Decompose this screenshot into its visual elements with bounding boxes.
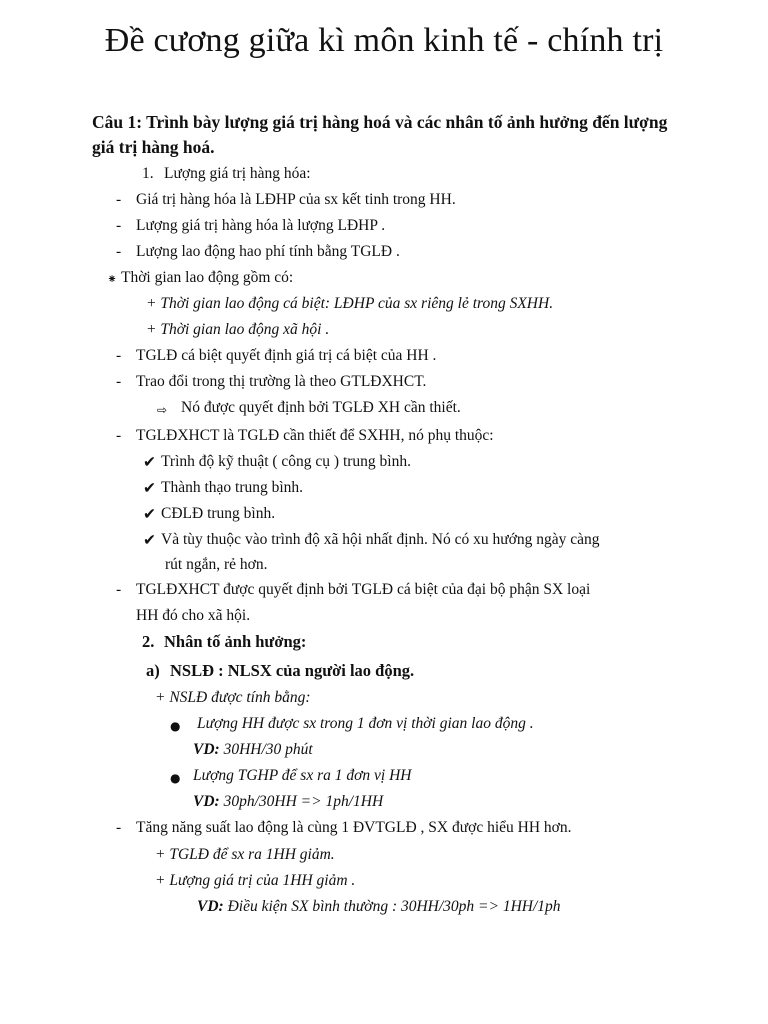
check-item: Trình độ kỹ thuật ( công cụ ) trung bình.: [161, 453, 411, 470]
check-item: Và tùy thuộc vào trình độ xã hội nhất định. Nó có xu hướng ngày càng: [161, 531, 600, 548]
dash-marker: -: [116, 581, 122, 598]
list-item: TGLĐXHCT được quyết định bởi TGLĐ cá biệt của đại bộ phận SX loại: [136, 581, 591, 598]
checkmark-icon: ✔: [143, 531, 156, 549]
example-label: VD:: [197, 898, 224, 915]
list-item: Giá trị hàng hóa là LĐHP của sx kết tinh trong HH.: [136, 191, 456, 208]
plus-item: + Thời gian lao động cá biệt: LĐHP của sx riêng lẻ trong SXHH.: [146, 295, 554, 312]
list-item: TGLĐXHCT là TGLĐ cần thiết để SXHH, nó phụ thuộc:: [136, 427, 494, 444]
check-item-continuation: rút ngắn, rẻ hơn.: [165, 556, 268, 573]
section-1-number: 1.: [142, 165, 154, 182]
checkmark-icon: ✔: [143, 479, 156, 497]
subsection-a-label: a): [146, 661, 160, 680]
example-label: VD:: [193, 793, 220, 810]
question-heading: Câu 1: Trình bày lượng giá trị hàng hoá và các nhân tố ảnh hưởng đến lượng giá trị hàng hoá.: [92, 112, 668, 157]
example-line: [197, 897, 561, 917]
list-item: Trao đổi trong thị trường là theo GTLĐXHCT.: [136, 373, 427, 390]
dash-marker: -: [116, 191, 122, 208]
bullet-item: Lượng HH được sx trong 1 đơn vị thời gian lao động .: [197, 715, 534, 732]
checkmark-icon: ✔: [143, 505, 156, 523]
example-line: [193, 792, 383, 812]
list-item: TGLĐ cá biệt quyết định giá trị cá biệt của HH .: [136, 347, 437, 364]
list-item: Lượng giá trị hàng hóa là lượng LĐHP .: [136, 217, 386, 234]
example-line: [193, 740, 313, 760]
section-2-title: Nhân tố ảnh hưởng:: [164, 632, 307, 651]
asterisk-icon: ⁕: [107, 272, 118, 286]
section-2-number: 2.: [142, 632, 155, 651]
plus-item: + TGLĐ để sx ra 1HH giảm.: [155, 846, 335, 863]
list-item: Tăng năng suất lao động là cùng 1 ĐVTGLĐ , SX được hiểu HH hơn.: [136, 819, 572, 836]
plus-item: + NSLĐ được tính bằng:: [155, 689, 311, 706]
bullet-icon: ●: [170, 719, 181, 733]
page-title: Đề cương giữa kì môn kinh tế - chính trị: [104, 22, 664, 59]
section-1-title: Lượng giá trị hàng hóa:: [164, 165, 311, 182]
dash-marker: -: [116, 819, 122, 836]
list-item: Nó được quyết định bởi TGLĐ XH cần thiết.: [181, 399, 461, 416]
subsection-a-title: NSLĐ : NLSX của người lao động.: [170, 661, 415, 680]
example-text: Điều kiện SX bình thường : 30HH/30ph => 1HH/1ph: [223, 898, 561, 915]
dash-marker: -: [116, 347, 122, 364]
check-item: CĐLĐ trung bình.: [161, 505, 276, 522]
check-item: Thành thạo trung bình.: [161, 479, 304, 496]
example-text: 30ph/30HH => 1ph/1HH: [219, 793, 384, 810]
example-text: 30HH/30 phút: [219, 741, 313, 758]
arrow-right-icon: ⇨: [157, 403, 168, 417]
bullet-icon: ●: [170, 771, 181, 785]
plus-item: + Thời gian lao động xã hội .: [146, 321, 330, 338]
dash-marker: -: [116, 373, 122, 390]
list-item: Thời gian lao động gồm có:: [121, 269, 294, 286]
example-label: VD:: [193, 741, 220, 758]
bullet-item: Lượng TGHP để sx ra 1 đơn vị HH: [193, 767, 412, 784]
checkmark-icon: ✔: [143, 453, 156, 471]
plus-item: + Lượng giá trị của 1HH giảm .: [155, 872, 356, 889]
list-item: Lượng lao động hao phí tính bằng TGLĐ .: [136, 243, 400, 260]
dash-marker: -: [116, 243, 122, 260]
list-item-continuation: HH đó cho xã hội.: [136, 607, 251, 624]
dash-marker: -: [116, 427, 122, 444]
dash-marker: -: [116, 217, 122, 234]
